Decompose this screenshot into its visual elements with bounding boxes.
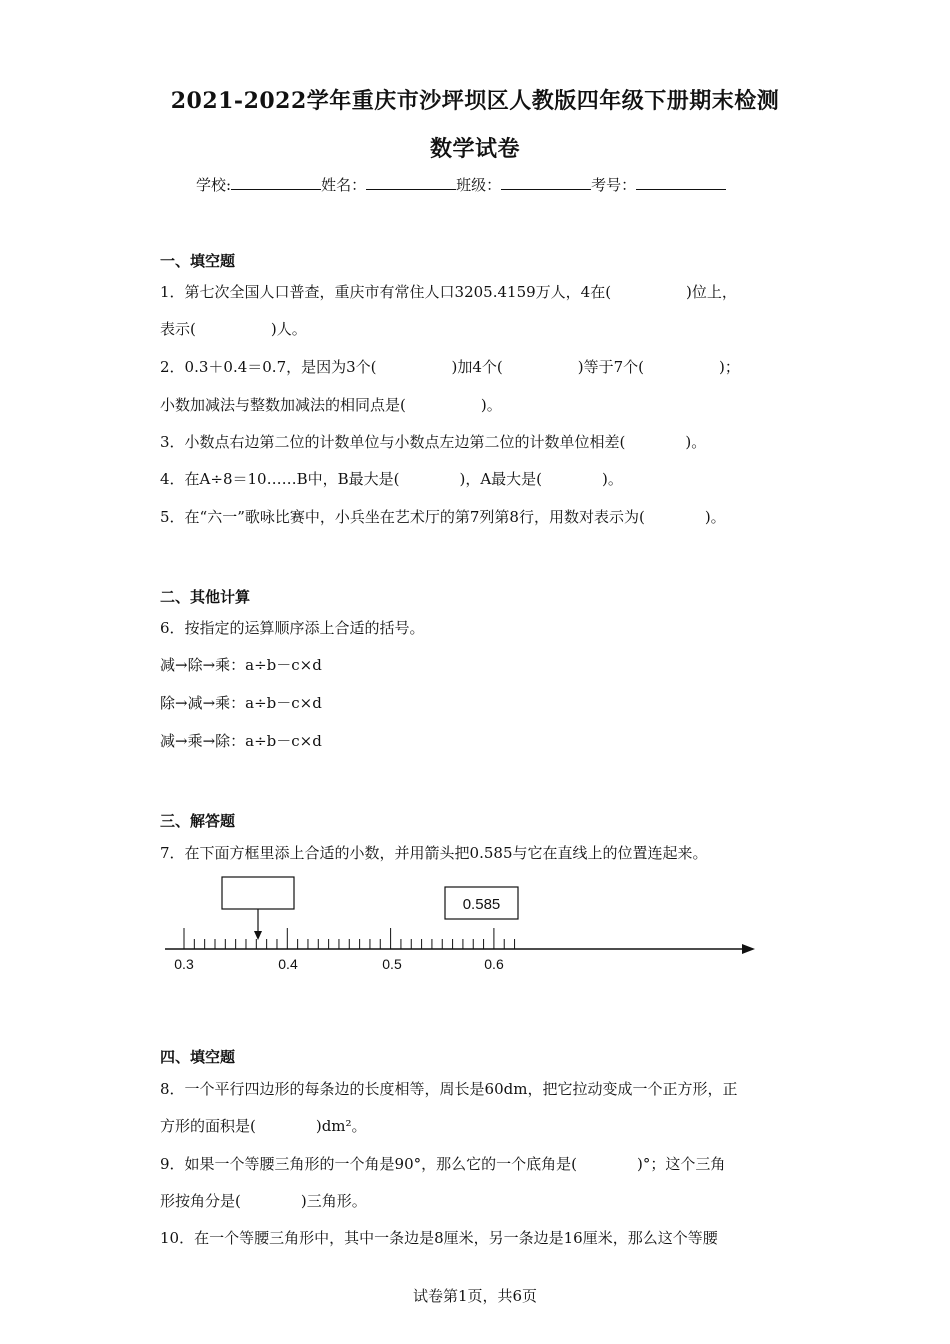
question-2-line-2: 小数加减法与整数加减法的相同点是( )。	[160, 396, 502, 414]
exam-no-blank	[636, 174, 726, 190]
section-3-heading: 三、解答题	[160, 812, 236, 830]
school-blank	[231, 174, 321, 190]
tick-label-0-4: 0.4	[278, 956, 298, 972]
question-8-line-1: 8．一个平行四边形的每条边的长度相等，周长是60dm，把它拉动变成一个正方形，正	[160, 1080, 738, 1098]
section-2-heading: 二、其他计算	[160, 588, 251, 606]
tick-label-0-6: 0.6	[484, 956, 504, 972]
arrow-head-icon	[254, 931, 262, 940]
class-blank	[501, 174, 591, 190]
question-1-line-2: 表示( )人。	[160, 320, 307, 338]
student-info-row	[196, 174, 726, 195]
value-box-text: 0.585	[462, 896, 501, 913]
question-9-line-2: 形按角分是( )三角形。	[160, 1192, 367, 1210]
question-6-part-c: 减→乘→除：a÷b－c×d	[160, 732, 322, 750]
number-line-figure	[160, 870, 770, 984]
title-line-2: 数学试卷	[429, 136, 520, 162]
question-2-line-1: 2．0.3＋0.4＝0.7，是因为3个( )加4个( )等于7个( )；	[160, 358, 740, 376]
exam-no-label: 考号：	[591, 176, 637, 194]
empty-answer-box	[222, 877, 294, 909]
question-10-line-1: 10．在一个等腰三角形中，其中一条边是8厘米，另一条边是16厘米，那么这个等腰	[160, 1229, 718, 1247]
axis-arrow-icon	[742, 944, 755, 954]
name-blank	[366, 174, 456, 190]
question-4: 4．在A÷8＝10……B中，B最大是( )，A最大是( )。	[160, 470, 623, 488]
question-9-line-1: 9．如果一个等腰三角形的一个角是90°，那么它的一个底角是( )°；这个三角	[160, 1155, 726, 1173]
question-5: 5．在“六一”歌咏比赛中，小兵坐在艺术厅的第7列第8行，用数对表示为( )。	[160, 508, 726, 526]
question-6: 6．按指定的运算顺序添上合适的括号。	[160, 619, 425, 637]
class-label: 班级：	[456, 176, 502, 194]
question-8-line-2: 方形的面积是( )dm²。	[160, 1117, 367, 1135]
question-7: 7．在下面方框里添上合适的小数，并用箭头把0.585与它在直线上的位置连起来。	[160, 844, 708, 862]
title-line-1: 2021-2022学年重庆市沙坪坝区人教版四年级下册期末检测	[170, 88, 780, 114]
section-1-heading: 一、填空题	[160, 252, 236, 270]
question-3: 3．小数点右边第二位的计数单位与小数点左边第二位的计数单位相差( )。	[160, 433, 707, 451]
question-1-line-1: 1．第七次全国人口普查，重庆市有常住人口3205.4159万人，4在( )位上，	[160, 283, 737, 301]
tick-marks	[184, 928, 515, 949]
tick-label-0-5: 0.5	[382, 956, 402, 972]
school-label: 学校:	[196, 176, 232, 194]
question-6-part-b: 除→减→乘：a÷b－c×d	[160, 694, 322, 712]
tick-label-0-3: 0.3	[174, 956, 194, 972]
section-4-heading: 四、填空题	[160, 1048, 236, 1066]
page-footer: 试卷第1页，共6页	[412, 1287, 538, 1305]
name-label: 姓名：	[321, 176, 367, 194]
question-6-part-a: 减→除→乘：a÷b－c×d	[160, 656, 322, 674]
